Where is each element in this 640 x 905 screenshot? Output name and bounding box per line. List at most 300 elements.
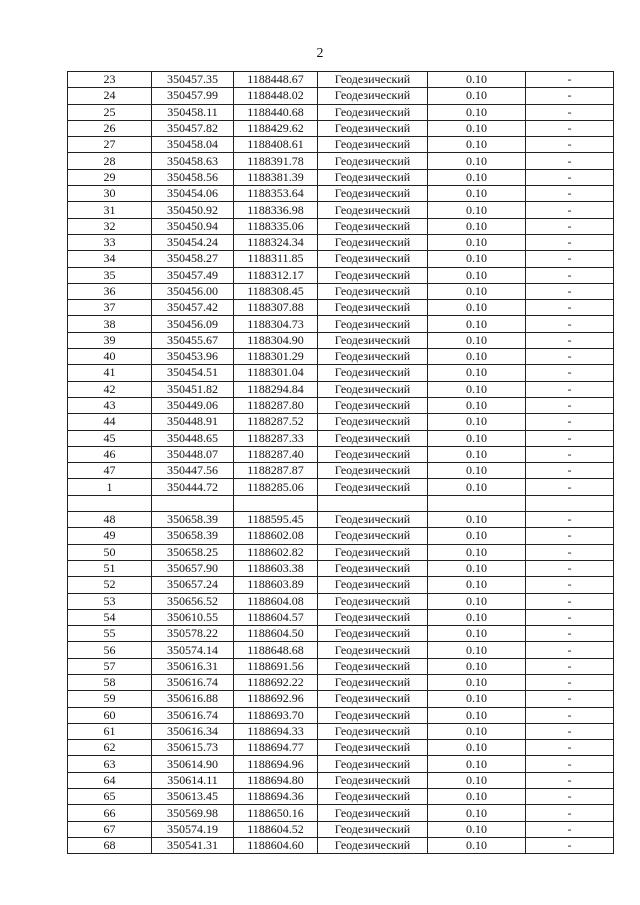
point-number-cell: 47	[68, 463, 152, 479]
coordinates-table	[67, 71, 614, 854]
x-coordinate-cell: 350448.65	[152, 430, 234, 446]
accuracy-cell: 0.10	[428, 626, 526, 642]
y-coordinate-cell: 1188311.85	[234, 251, 318, 267]
note-cell: -	[526, 609, 614, 625]
x-coordinate-cell: 350657.90	[152, 560, 234, 576]
accuracy-cell: 0.10	[428, 186, 526, 202]
table-row	[68, 837, 614, 853]
method-cell: Геодезический	[318, 251, 428, 267]
note-cell: -	[526, 104, 614, 120]
note-cell: -	[526, 365, 614, 381]
table-row	[68, 186, 614, 202]
note-cell: -	[526, 707, 614, 723]
accuracy-cell: 0.10	[428, 658, 526, 674]
note-cell: -	[526, 251, 614, 267]
point-number-cell: 36	[68, 283, 152, 299]
point-number-cell: 65	[68, 789, 152, 805]
y-coordinate-cell: 1188335.06	[234, 218, 318, 234]
x-coordinate-cell: 350454.51	[152, 365, 234, 381]
point-number-cell: 68	[68, 837, 152, 853]
note-cell: -	[526, 169, 614, 185]
y-coordinate-cell: 1188448.67	[234, 72, 318, 88]
point-number-cell: 1	[68, 479, 152, 495]
y-coordinate-cell: 1188429.62	[234, 120, 318, 136]
x-coordinate-cell: 350574.14	[152, 642, 234, 658]
method-cell: Геодезический	[318, 626, 428, 642]
table-row	[68, 349, 614, 365]
table-row	[68, 528, 614, 544]
y-coordinate-cell: 1188650.16	[234, 805, 318, 821]
note-cell: -	[526, 283, 614, 299]
point-number-cell: 39	[68, 332, 152, 348]
y-coordinate-cell: 1188604.52	[234, 821, 318, 837]
note-cell: -	[526, 789, 614, 805]
x-coordinate-cell: 350615.73	[152, 740, 234, 756]
table-row	[68, 169, 614, 185]
point-number-cell: 30	[68, 186, 152, 202]
accuracy-cell: 0.10	[428, 251, 526, 267]
x-coordinate-cell: 350458.63	[152, 153, 234, 169]
table-row	[68, 544, 614, 560]
x-coordinate-cell: 350578.22	[152, 626, 234, 642]
table-row	[68, 691, 614, 707]
y-coordinate-cell: 1188604.50	[234, 626, 318, 642]
y-coordinate-cell: 1188694.33	[234, 723, 318, 739]
note-cell: -	[526, 805, 614, 821]
note-cell: -	[526, 772, 614, 788]
x-coordinate-cell: 350614.90	[152, 756, 234, 772]
accuracy-cell: 0.10	[428, 381, 526, 397]
x-coordinate-cell	[152, 495, 234, 511]
x-coordinate-cell: 350457.49	[152, 267, 234, 283]
note-cell: -	[526, 332, 614, 348]
x-coordinate-cell: 350610.55	[152, 609, 234, 625]
blank-separator-row	[68, 495, 614, 511]
accuracy-cell: 0.10	[428, 528, 526, 544]
y-coordinate-cell: 1188294.84	[234, 381, 318, 397]
method-cell: Геодезический	[318, 234, 428, 250]
y-coordinate-cell: 1188391.78	[234, 153, 318, 169]
table-row	[68, 88, 614, 104]
method-cell: Геодезический	[318, 479, 428, 495]
method-cell: Геодезический	[318, 104, 428, 120]
method-cell: Геодезический	[318, 332, 428, 348]
accuracy-cell: 0.10	[428, 365, 526, 381]
y-coordinate-cell: 1188602.08	[234, 528, 318, 544]
method-cell: Геодезический	[318, 397, 428, 413]
accuracy-cell: 0.10	[428, 691, 526, 707]
method-cell: Геодезический	[318, 186, 428, 202]
method-cell: Геодезический	[318, 593, 428, 609]
point-number-cell: 26	[68, 120, 152, 136]
table-row	[68, 430, 614, 446]
y-coordinate-cell: 1188301.29	[234, 349, 318, 365]
y-coordinate-cell: 1188692.22	[234, 674, 318, 690]
y-coordinate-cell: 1188301.04	[234, 365, 318, 381]
accuracy-cell: 0.10	[428, 463, 526, 479]
table-row	[68, 642, 614, 658]
accuracy-cell: 0.10	[428, 707, 526, 723]
table-row	[68, 234, 614, 250]
method-cell: Геодезический	[318, 365, 428, 381]
method-cell: Геодезический	[318, 740, 428, 756]
x-coordinate-cell: 350458.56	[152, 169, 234, 185]
accuracy-cell: 0.10	[428, 609, 526, 625]
accuracy-cell: 0.10	[428, 120, 526, 136]
y-coordinate-cell: 1188603.38	[234, 560, 318, 576]
point-number-cell: 27	[68, 137, 152, 153]
table-row	[68, 756, 614, 772]
x-coordinate-cell: 350457.99	[152, 88, 234, 104]
x-coordinate-cell: 350458.27	[152, 251, 234, 267]
point-number-cell: 49	[68, 528, 152, 544]
x-coordinate-cell: 350658.25	[152, 544, 234, 560]
page-number: 2	[316, 46, 324, 61]
point-number-cell: 34	[68, 251, 152, 267]
method-cell: Геодезический	[318, 414, 428, 430]
note-cell: -	[526, 756, 614, 772]
point-number-cell: 64	[68, 772, 152, 788]
table-row	[68, 104, 614, 120]
note-cell: -	[526, 234, 614, 250]
y-coordinate-cell: 1188353.64	[234, 186, 318, 202]
method-cell: Геодезический	[318, 137, 428, 153]
note-cell: -	[526, 528, 614, 544]
y-coordinate-cell: 1188603.89	[234, 577, 318, 593]
table-row	[68, 560, 614, 576]
accuracy-cell: 0.10	[428, 674, 526, 690]
note-cell: -	[526, 642, 614, 658]
accuracy-cell: 0.10	[428, 560, 526, 576]
point-number-cell: 66	[68, 805, 152, 821]
accuracy-cell: 0.10	[428, 72, 526, 88]
y-coordinate-cell: 1188595.45	[234, 512, 318, 528]
accuracy-cell: 0.10	[428, 267, 526, 283]
y-coordinate-cell: 1188692.96	[234, 691, 318, 707]
y-coordinate-cell: 1188307.88	[234, 300, 318, 316]
note-cell: -	[526, 821, 614, 837]
x-coordinate-cell: 350658.39	[152, 512, 234, 528]
note-cell: -	[526, 740, 614, 756]
note-cell: -	[526, 837, 614, 853]
point-number-cell: 55	[68, 626, 152, 642]
x-coordinate-cell: 350656.52	[152, 593, 234, 609]
table-row	[68, 202, 614, 218]
method-cell: Геодезический	[318, 691, 428, 707]
y-coordinate-cell: 1188304.90	[234, 332, 318, 348]
accuracy-cell: 0.10	[428, 397, 526, 413]
method-cell: Геодезический	[318, 463, 428, 479]
x-coordinate-cell: 350448.07	[152, 446, 234, 462]
accuracy-cell: 0.10	[428, 88, 526, 104]
table-row	[68, 283, 614, 299]
note-cell: -	[526, 430, 614, 446]
table-row	[68, 218, 614, 234]
method-cell: Геодезический	[318, 560, 428, 576]
method-cell: Геодезический	[318, 300, 428, 316]
point-number-cell: 57	[68, 658, 152, 674]
y-coordinate-cell: 1188694.96	[234, 756, 318, 772]
method-cell: Геодезический	[318, 609, 428, 625]
note-cell: -	[526, 691, 614, 707]
method-cell: Геодезический	[318, 169, 428, 185]
point-number-cell: 61	[68, 723, 152, 739]
table-row	[68, 821, 614, 837]
method-cell: Геодезический	[318, 658, 428, 674]
accuracy-cell: 0.10	[428, 512, 526, 528]
y-coordinate-cell: 1188287.80	[234, 397, 318, 413]
point-number-cell: 51	[68, 560, 152, 576]
method-cell: Геодезический	[318, 153, 428, 169]
y-coordinate-cell: 1188336.98	[234, 202, 318, 218]
method-cell: Геодезический	[318, 772, 428, 788]
point-number-cell: 33	[68, 234, 152, 250]
note-cell: -	[526, 446, 614, 462]
table-row	[68, 300, 614, 316]
method-cell: Геодезический	[318, 430, 428, 446]
y-coordinate-cell: 1188694.36	[234, 789, 318, 805]
note-cell: -	[526, 397, 614, 413]
point-number-cell: 41	[68, 365, 152, 381]
x-coordinate-cell: 350616.34	[152, 723, 234, 739]
accuracy-cell: 0.10	[428, 202, 526, 218]
method-cell: Геодезический	[318, 528, 428, 544]
method-cell: Геодезический	[318, 642, 428, 658]
x-coordinate-cell: 350448.91	[152, 414, 234, 430]
x-coordinate-cell: 350456.09	[152, 316, 234, 332]
table-row	[68, 381, 614, 397]
accuracy-cell: 0.10	[428, 332, 526, 348]
point-number-cell: 62	[68, 740, 152, 756]
x-coordinate-cell: 350616.31	[152, 658, 234, 674]
table-row	[68, 153, 614, 169]
accuracy-cell: 0.10	[428, 642, 526, 658]
y-coordinate-cell: 1188694.77	[234, 740, 318, 756]
x-coordinate-cell: 350447.56	[152, 463, 234, 479]
method-cell: Геодезический	[318, 120, 428, 136]
y-coordinate-cell: 1188285.06	[234, 479, 318, 495]
y-coordinate-cell: 1188408.61	[234, 137, 318, 153]
x-coordinate-cell: 350450.94	[152, 218, 234, 234]
x-coordinate-cell: 350449.06	[152, 397, 234, 413]
accuracy-cell: 0.10	[428, 544, 526, 560]
y-coordinate-cell: 1188604.08	[234, 593, 318, 609]
note-cell: -	[526, 626, 614, 642]
table-row	[68, 316, 614, 332]
accuracy-cell: 0.10	[428, 593, 526, 609]
method-cell: Геодезический	[318, 707, 428, 723]
table-row	[68, 707, 614, 723]
x-coordinate-cell: 350613.45	[152, 789, 234, 805]
accuracy-cell: 0.10	[428, 137, 526, 153]
method-cell: Геодезический	[318, 674, 428, 690]
note-cell: -	[526, 218, 614, 234]
point-number-cell: 32	[68, 218, 152, 234]
method-cell: Геодезический	[318, 789, 428, 805]
note-cell: -	[526, 593, 614, 609]
accuracy-cell: 0.10	[428, 234, 526, 250]
table-row	[68, 593, 614, 609]
table-row	[68, 72, 614, 88]
point-number-cell: 56	[68, 642, 152, 658]
point-number-cell: 24	[68, 88, 152, 104]
method-cell: Геодезический	[318, 837, 428, 853]
table-row	[68, 723, 614, 739]
note-cell: -	[526, 658, 614, 674]
y-coordinate-cell: 1188691.56	[234, 658, 318, 674]
accuracy-cell: 0.10	[428, 300, 526, 316]
x-coordinate-cell: 350658.39	[152, 528, 234, 544]
x-coordinate-cell: 350456.00	[152, 283, 234, 299]
note-cell	[526, 495, 614, 511]
point-number-cell: 38	[68, 316, 152, 332]
note-cell: -	[526, 414, 614, 430]
table-row	[68, 365, 614, 381]
point-number-cell: 31	[68, 202, 152, 218]
x-coordinate-cell: 350450.92	[152, 202, 234, 218]
accuracy-cell: 0.10	[428, 805, 526, 821]
method-cell: Геодезический	[318, 512, 428, 528]
note-cell: -	[526, 463, 614, 479]
point-number-cell: 44	[68, 414, 152, 430]
x-coordinate-cell: 350454.24	[152, 234, 234, 250]
x-coordinate-cell: 350614.11	[152, 772, 234, 788]
method-cell: Геодезический	[318, 723, 428, 739]
table-row	[68, 658, 614, 674]
x-coordinate-cell: 350616.74	[152, 674, 234, 690]
accuracy-cell: 0.10	[428, 740, 526, 756]
method-cell: Геодезический	[318, 218, 428, 234]
note-cell: -	[526, 120, 614, 136]
note-cell: -	[526, 544, 614, 560]
method-cell: Геодезический	[318, 577, 428, 593]
note-cell: -	[526, 72, 614, 88]
method-cell: Геодезический	[318, 544, 428, 560]
x-coordinate-cell: 350457.35	[152, 72, 234, 88]
method-cell: Геодезический	[318, 316, 428, 332]
note-cell: -	[526, 267, 614, 283]
note-cell: -	[526, 560, 614, 576]
point-number-cell: 43	[68, 397, 152, 413]
y-coordinate-cell: 1188287.40	[234, 446, 318, 462]
note-cell: -	[526, 186, 614, 202]
table-row	[68, 626, 614, 642]
table-row	[68, 120, 614, 136]
point-number-cell: 58	[68, 674, 152, 690]
y-coordinate-cell: 1188602.82	[234, 544, 318, 560]
table-row	[68, 446, 614, 462]
y-coordinate-cell: 1188693.70	[234, 707, 318, 723]
note-cell: -	[526, 381, 614, 397]
accuracy-cell: 0.10	[428, 169, 526, 185]
note-cell: -	[526, 349, 614, 365]
x-coordinate-cell: 350541.31	[152, 837, 234, 853]
point-number-cell: 28	[68, 153, 152, 169]
note-cell: -	[526, 88, 614, 104]
method-cell: Геодезический	[318, 72, 428, 88]
x-coordinate-cell: 350457.82	[152, 120, 234, 136]
accuracy-cell: 0.10	[428, 479, 526, 495]
table-row	[68, 332, 614, 348]
method-cell: Геодезический	[318, 821, 428, 837]
x-coordinate-cell: 350453.96	[152, 349, 234, 365]
accuracy-cell: 0.10	[428, 446, 526, 462]
point-number-cell: 52	[68, 577, 152, 593]
y-coordinate-cell: 1188324.34	[234, 234, 318, 250]
accuracy-cell: 0.10	[428, 577, 526, 593]
x-coordinate-cell: 350458.11	[152, 104, 234, 120]
y-coordinate-cell: 1188381.39	[234, 169, 318, 185]
method-cell: Геодезический	[318, 202, 428, 218]
x-coordinate-cell: 350616.88	[152, 691, 234, 707]
accuracy-cell: 0.10	[428, 789, 526, 805]
accuracy-cell: 0.10	[428, 153, 526, 169]
y-coordinate-cell: 1188304.73	[234, 316, 318, 332]
point-number-cell: 63	[68, 756, 152, 772]
method-cell: Геодезический	[318, 267, 428, 283]
point-number-cell: 35	[68, 267, 152, 283]
table-row	[68, 740, 614, 756]
point-number-cell: 48	[68, 512, 152, 528]
x-coordinate-cell: 350574.19	[152, 821, 234, 837]
table-row	[68, 463, 614, 479]
method-cell: Геодезический	[318, 446, 428, 462]
x-coordinate-cell: 350457.42	[152, 300, 234, 316]
accuracy-cell: 0.10	[428, 756, 526, 772]
x-coordinate-cell: 350451.82	[152, 381, 234, 397]
point-number-cell: 25	[68, 104, 152, 120]
point-number-cell: 50	[68, 544, 152, 560]
x-coordinate-cell: 350616.74	[152, 707, 234, 723]
note-cell: -	[526, 137, 614, 153]
x-coordinate-cell: 350657.24	[152, 577, 234, 593]
accuracy-cell: 0.10	[428, 316, 526, 332]
accuracy-cell: 0.10	[428, 772, 526, 788]
note-cell: -	[526, 512, 614, 528]
x-coordinate-cell: 350444.72	[152, 479, 234, 495]
method-cell: Геодезический	[318, 283, 428, 299]
method-cell: Геодезический	[318, 381, 428, 397]
table-row	[68, 577, 614, 593]
note-cell: -	[526, 202, 614, 218]
x-coordinate-cell: 350569.98	[152, 805, 234, 821]
point-number-cell	[68, 495, 152, 511]
y-coordinate-cell: 1188287.33	[234, 430, 318, 446]
x-coordinate-cell: 350455.67	[152, 332, 234, 348]
accuracy-cell: 0.10	[428, 723, 526, 739]
method-cell	[318, 495, 428, 511]
accuracy-cell: 0.10	[428, 414, 526, 430]
point-number-cell: 60	[68, 707, 152, 723]
point-number-cell: 54	[68, 609, 152, 625]
point-number-cell: 67	[68, 821, 152, 837]
note-cell: -	[526, 300, 614, 316]
method-cell: Геодезический	[318, 349, 428, 365]
method-cell: Геодезический	[318, 88, 428, 104]
y-coordinate-cell: 1188312.17	[234, 267, 318, 283]
point-number-cell: 59	[68, 691, 152, 707]
table-row	[68, 789, 614, 805]
accuracy-cell: 0.10	[428, 821, 526, 837]
accuracy-cell	[428, 495, 526, 511]
x-coordinate-cell: 350454.06	[152, 186, 234, 202]
note-cell: -	[526, 674, 614, 690]
point-number-cell: 46	[68, 446, 152, 462]
table-row	[68, 674, 614, 690]
point-number-cell: 45	[68, 430, 152, 446]
note-cell: -	[526, 479, 614, 495]
y-coordinate-cell: 1188440.68	[234, 104, 318, 120]
